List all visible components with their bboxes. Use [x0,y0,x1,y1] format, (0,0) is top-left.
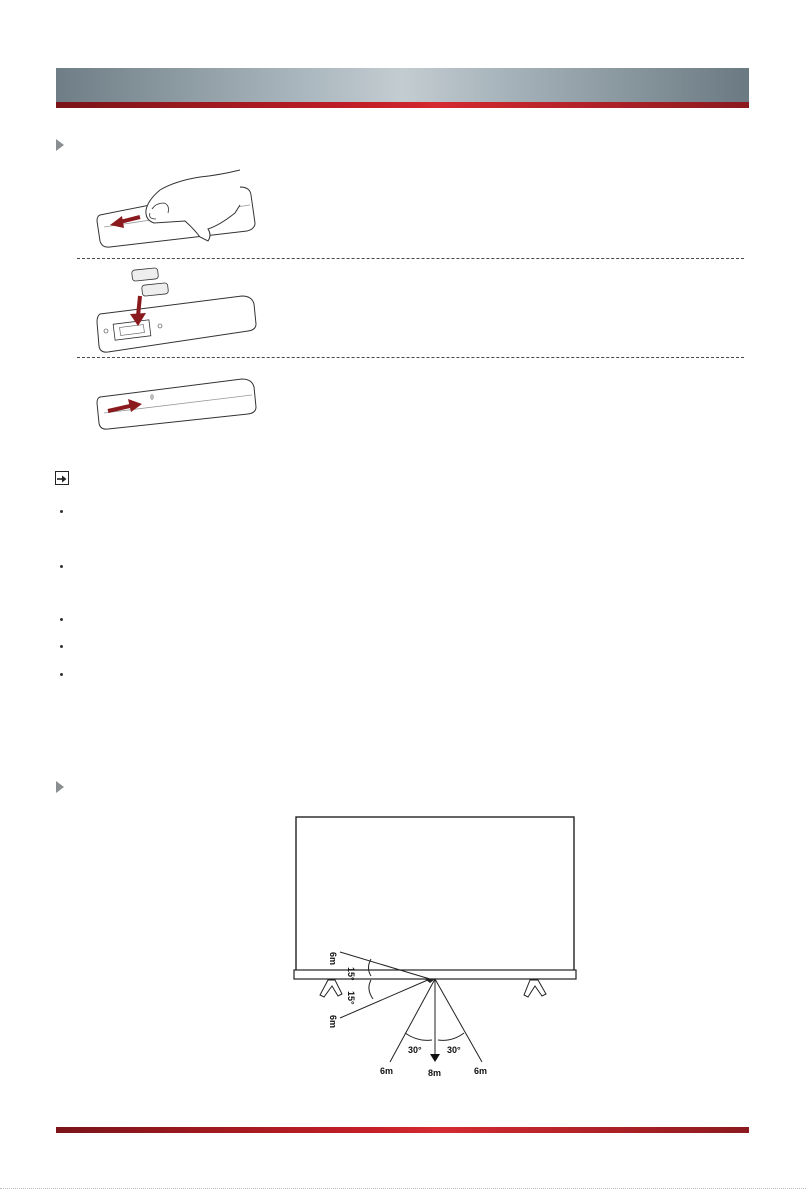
step-divider [77,258,744,259]
remote-range-diagram [280,812,590,1082]
page-header-bar [56,68,749,103]
label-distance-bottom-center: 8m [428,1068,442,1078]
tv-stand-left [320,980,342,997]
header-accent-rule [56,102,749,108]
label-angle-left-top: 15° [346,967,356,981]
note-bullet [60,673,63,676]
step-divider [77,357,744,358]
open-cover-illustration [90,165,265,250]
label-distance-bottom-right: 6m [474,1066,488,1076]
note-bullet [60,565,63,568]
angle-arc-bottom-left [405,1033,432,1040]
note-bullet [60,510,63,513]
note-icon [55,471,69,485]
angle-arc-left-bottom [369,980,373,999]
note-bullet [60,618,63,621]
note-bullet [60,645,63,648]
tv-stand-right [524,980,546,997]
close-cover-illustration [94,375,259,433]
tv-bottom-bezel [294,970,576,979]
range-arrow-center [430,1054,440,1062]
label-distance-left-bottom: 6m [328,1015,338,1029]
label-angle-bottom-left: 30° [408,1045,422,1055]
label-distance-left-top: 6m [328,952,338,966]
angle-arc-bottom-right [438,1033,464,1040]
footer-accent-rule [56,1127,749,1133]
page-bottom-border [0,1188,806,1189]
section-arrow-icon [56,781,64,793]
insert-batteries-illustration [92,264,262,356]
label-angle-bottom-right: 30° [447,1045,461,1055]
label-distance-bottom-left: 6m [380,1066,394,1076]
section-arrow-icon [56,139,64,151]
label-angle-left-bottom: 15° [346,991,356,1005]
